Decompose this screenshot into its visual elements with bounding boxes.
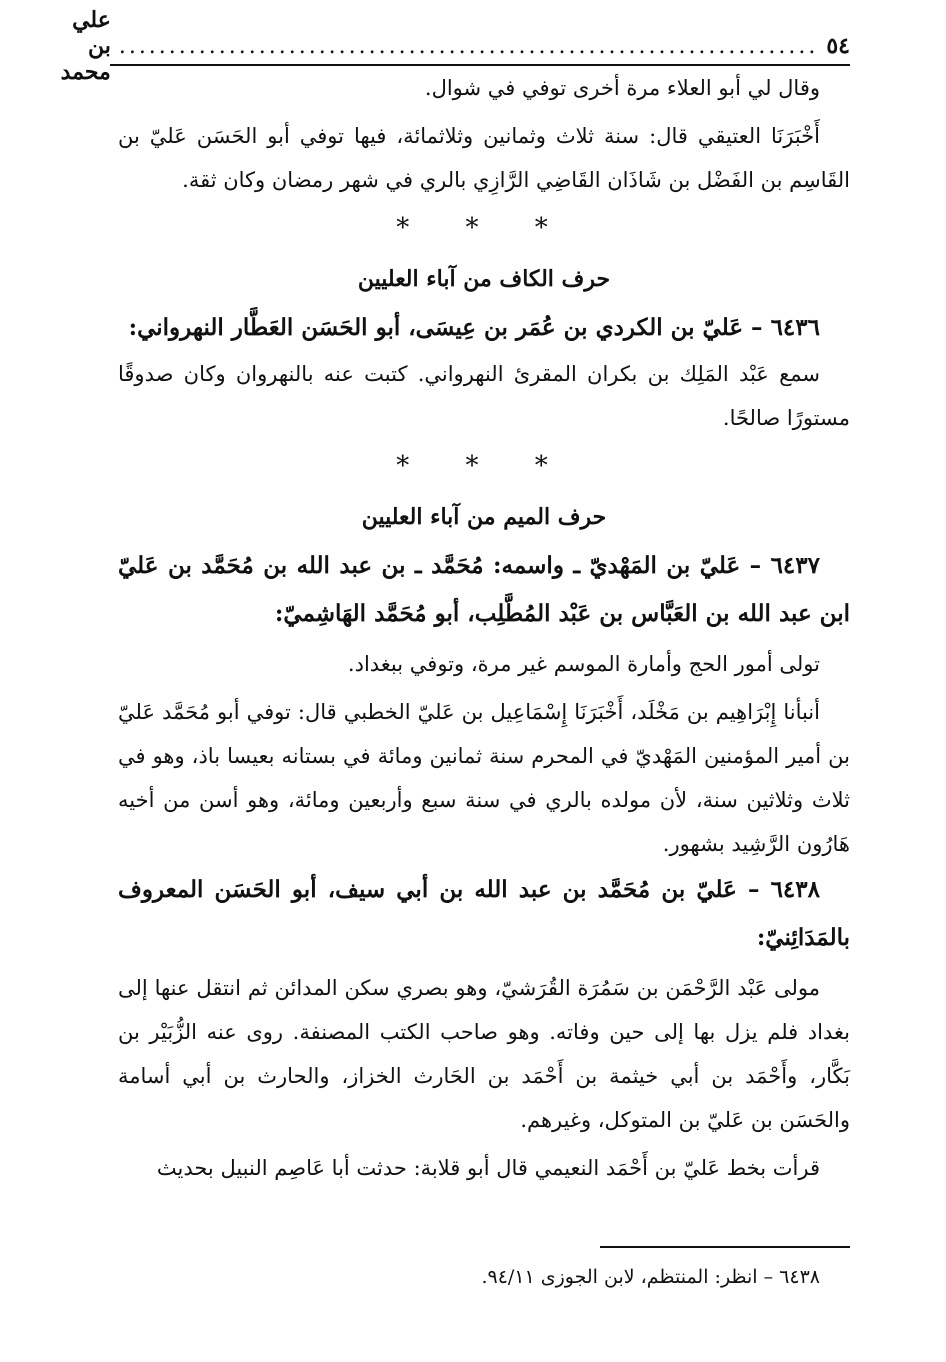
- paragraph: أَخْبَرَنَا العتيقي قال: سنة ثلاث وثمانين وثلاثمائة، فيها توفي أبو الحَسَن عَليّ بن القَاسِم بن الفَضْل بن شَاذَان القَاضِي الرَّازِي بالري في شهر رمضان وكان ثقة.: [118, 124, 850, 192]
- section-separator: * * *: [396, 451, 572, 481]
- page-number: ٥٤: [826, 33, 850, 59]
- page-header: [60, 7, 850, 85]
- section-separator: * * *: [396, 213, 572, 243]
- running-title: علي بن محمد: [60, 7, 111, 85]
- paragraph: قرأت بخط عَليّ بن أَحْمَد النعيمي قال أبو قلابة: حدثت أبا عَاصِم النبيل بحديث: [156, 1156, 820, 1180]
- footnote: ٦٤٣٨ – انظر: المنتظم، لابن الجوزى ٩٤/١١.: [481, 1266, 820, 1288]
- entry-heading: ٦٤٣٧ – عَليّ بن المَهْديّ ـ واسمه: مُحَمَّد ـ بن عبد الله بن مُحَمَّد بن عَليّ ابن عبد الله بن العَبَّاس بن عَبْد المُطَّلِب، أبو مُحَمَّد الهَاشِميّ:: [118, 552, 850, 627]
- page-body: [118, 66, 850, 1190]
- paragraph: أنبأنا إِبْرَاهِيم بن مَخْلَد، أَخْبَرَنَا إِسْمَاعِيل بن عَليّ الخطبي قال: توفي أبو مُحَمَّد عَليّ بن أمير المؤمنين المَهْديّ في المحرم سنة ثمانين ومائة في بستانه بعيسا باذ، وهو في ثلاث وثلاثين سنة، لأن مولده بالري في سنة سبع وأربعين ومائة، وهو أسن من أخيه هَارُون الرَّشِيد بشهور.: [118, 700, 850, 856]
- footnote-divider: [600, 1246, 850, 1248]
- entry-heading: ٦٤٣٨ – عَليّ بن مُحَمَّد بن عبد الله بن أبي سيف، أبو الحَسَن المعروف بالمَدَائِنيّ:: [118, 876, 850, 951]
- header-dots: ......................................................................: [118, 33, 819, 59]
- paragraph: سمع عَبْد المَلِك بن بكران المقرئ النهرواني. كتبت عنه بالنهروان وكان صدوقًا مستورًا صالحًا.: [118, 362, 850, 430]
- section-title: حرف الميم من آباء العليين: [361, 504, 607, 530]
- entry-heading: ٦٤٣٦ – عَليّ بن الكردي بن عُمَر بن عِيسَى، أبو الحَسَن العَطَّار النهرواني:: [128, 314, 820, 341]
- paragraph: تولى أمور الحج وأمارة الموسم غير مرة، وتوفي ببغداد.: [347, 652, 820, 676]
- paragraph: وقال لي أبو العلاء مرة أخرى توفي في شوال.: [424, 76, 820, 100]
- paragraph: مولى عَبْد الرَّحْمَن بن سَمُرَة القُرَشيّ، وهو بصري سكن المدائن ثم انتقل عنها إلى بغداد فلم يزل بها إلى حين وفاته. وهو صاحب الكتب المصنفة. روى عنه الزُّبَيْر بن بَكَّار، وأَحْمَد بن أبي خيثمة بن أَحْمَد بن الحَارث الخزاز، والحارث بن أبي أسامة والحَسَن بن عَليّ بن المتوكل، وغيرهم.: [118, 976, 850, 1132]
- section-title: حرف الكاف من آباء العليين: [357, 266, 611, 292]
